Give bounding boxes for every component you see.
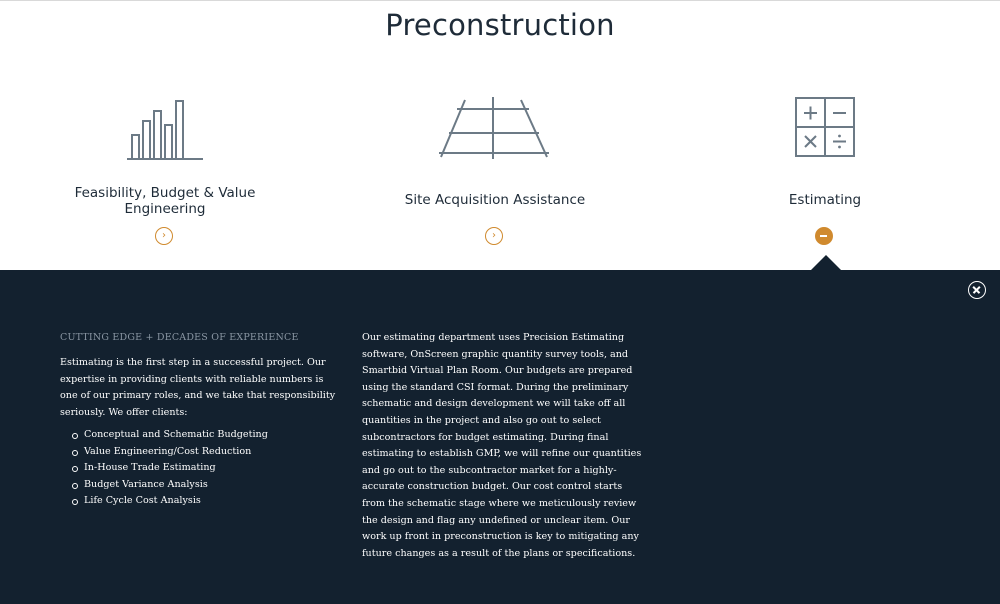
services-row <box>0 0 1000 270</box>
close-circle-icon[interactable] <box>968 281 986 299</box>
panel-kicker: CUTTING EDGE + DECADES OF EXPERIENCE <box>60 332 299 343</box>
chevron-right-icon[interactable]: › <box>155 227 173 245</box>
panel-body-text: Our estimating department uses Precision Estimating software, OnScreen graphic quantity survey tools, and Smartbid Virtual Plan Room. Our budgets are prepared using the standard CSI format. During the preliminary schematic and design development we will take off all quantities in the project and also go out to select subcontractors for budget estimating. During final estimating to establish GMP, we will refine our quantities and go out to the subcontractor market for a highly-accurate construction budget. Our cost control starts from the schematic stage where we meticulously review the design and flag any undefined or unclear item. Our work up front in preconstruction is key to mitigating any future changes as a result of the plans or specifications. <box>362 332 642 559</box>
bullet-circle-icon <box>72 450 78 456</box>
service-label: Estimating <box>788 192 862 208</box>
service-site-acquisition[interactable] <box>365 95 625 255</box>
service-feasibility[interactable] <box>35 95 295 255</box>
list-item: Value Engineering/Cost Reduction <box>72 444 340 461</box>
service-label: Site Acquisition Assistance <box>404 192 586 208</box>
service-estimating[interactable] <box>695 95 955 255</box>
list-item: Life Cycle Cost Analysis <box>72 493 340 510</box>
bullet-circle-icon <box>72 499 78 505</box>
bullet-circle-icon <box>72 433 78 439</box>
list-item: In-House Trade Estimating <box>72 460 340 477</box>
calculator-icon <box>695 95 955 165</box>
estimating-detail-panel <box>0 270 1000 604</box>
bullet-circle-icon <box>72 483 78 489</box>
panel-right-column <box>362 330 647 562</box>
page-title: Preconstruction <box>385 8 615 42</box>
panel-intro: Estimating is the first step in a successful project. Our expertise in providing clients with reliable numbers is one of our primary roles, and we take that responsibility seriously. We offer clients: <box>60 357 336 418</box>
offerings-list <box>60 427 340 510</box>
list-item: Conceptual and Schematic Budgeting <box>72 427 340 444</box>
list-item: Budget Variance Analysis <box>72 477 340 494</box>
bullet-circle-icon <box>72 466 78 472</box>
minus-icon[interactable] <box>815 227 833 245</box>
bar-chart-icon <box>35 95 295 165</box>
chevron-right-icon[interactable]: › <box>485 227 503 245</box>
panel-left-column <box>60 332 340 510</box>
site-grid-icon <box>365 95 625 165</box>
panel-pointer <box>811 255 841 270</box>
service-label: Feasibility, Budget & Value Engineering <box>74 185 256 217</box>
